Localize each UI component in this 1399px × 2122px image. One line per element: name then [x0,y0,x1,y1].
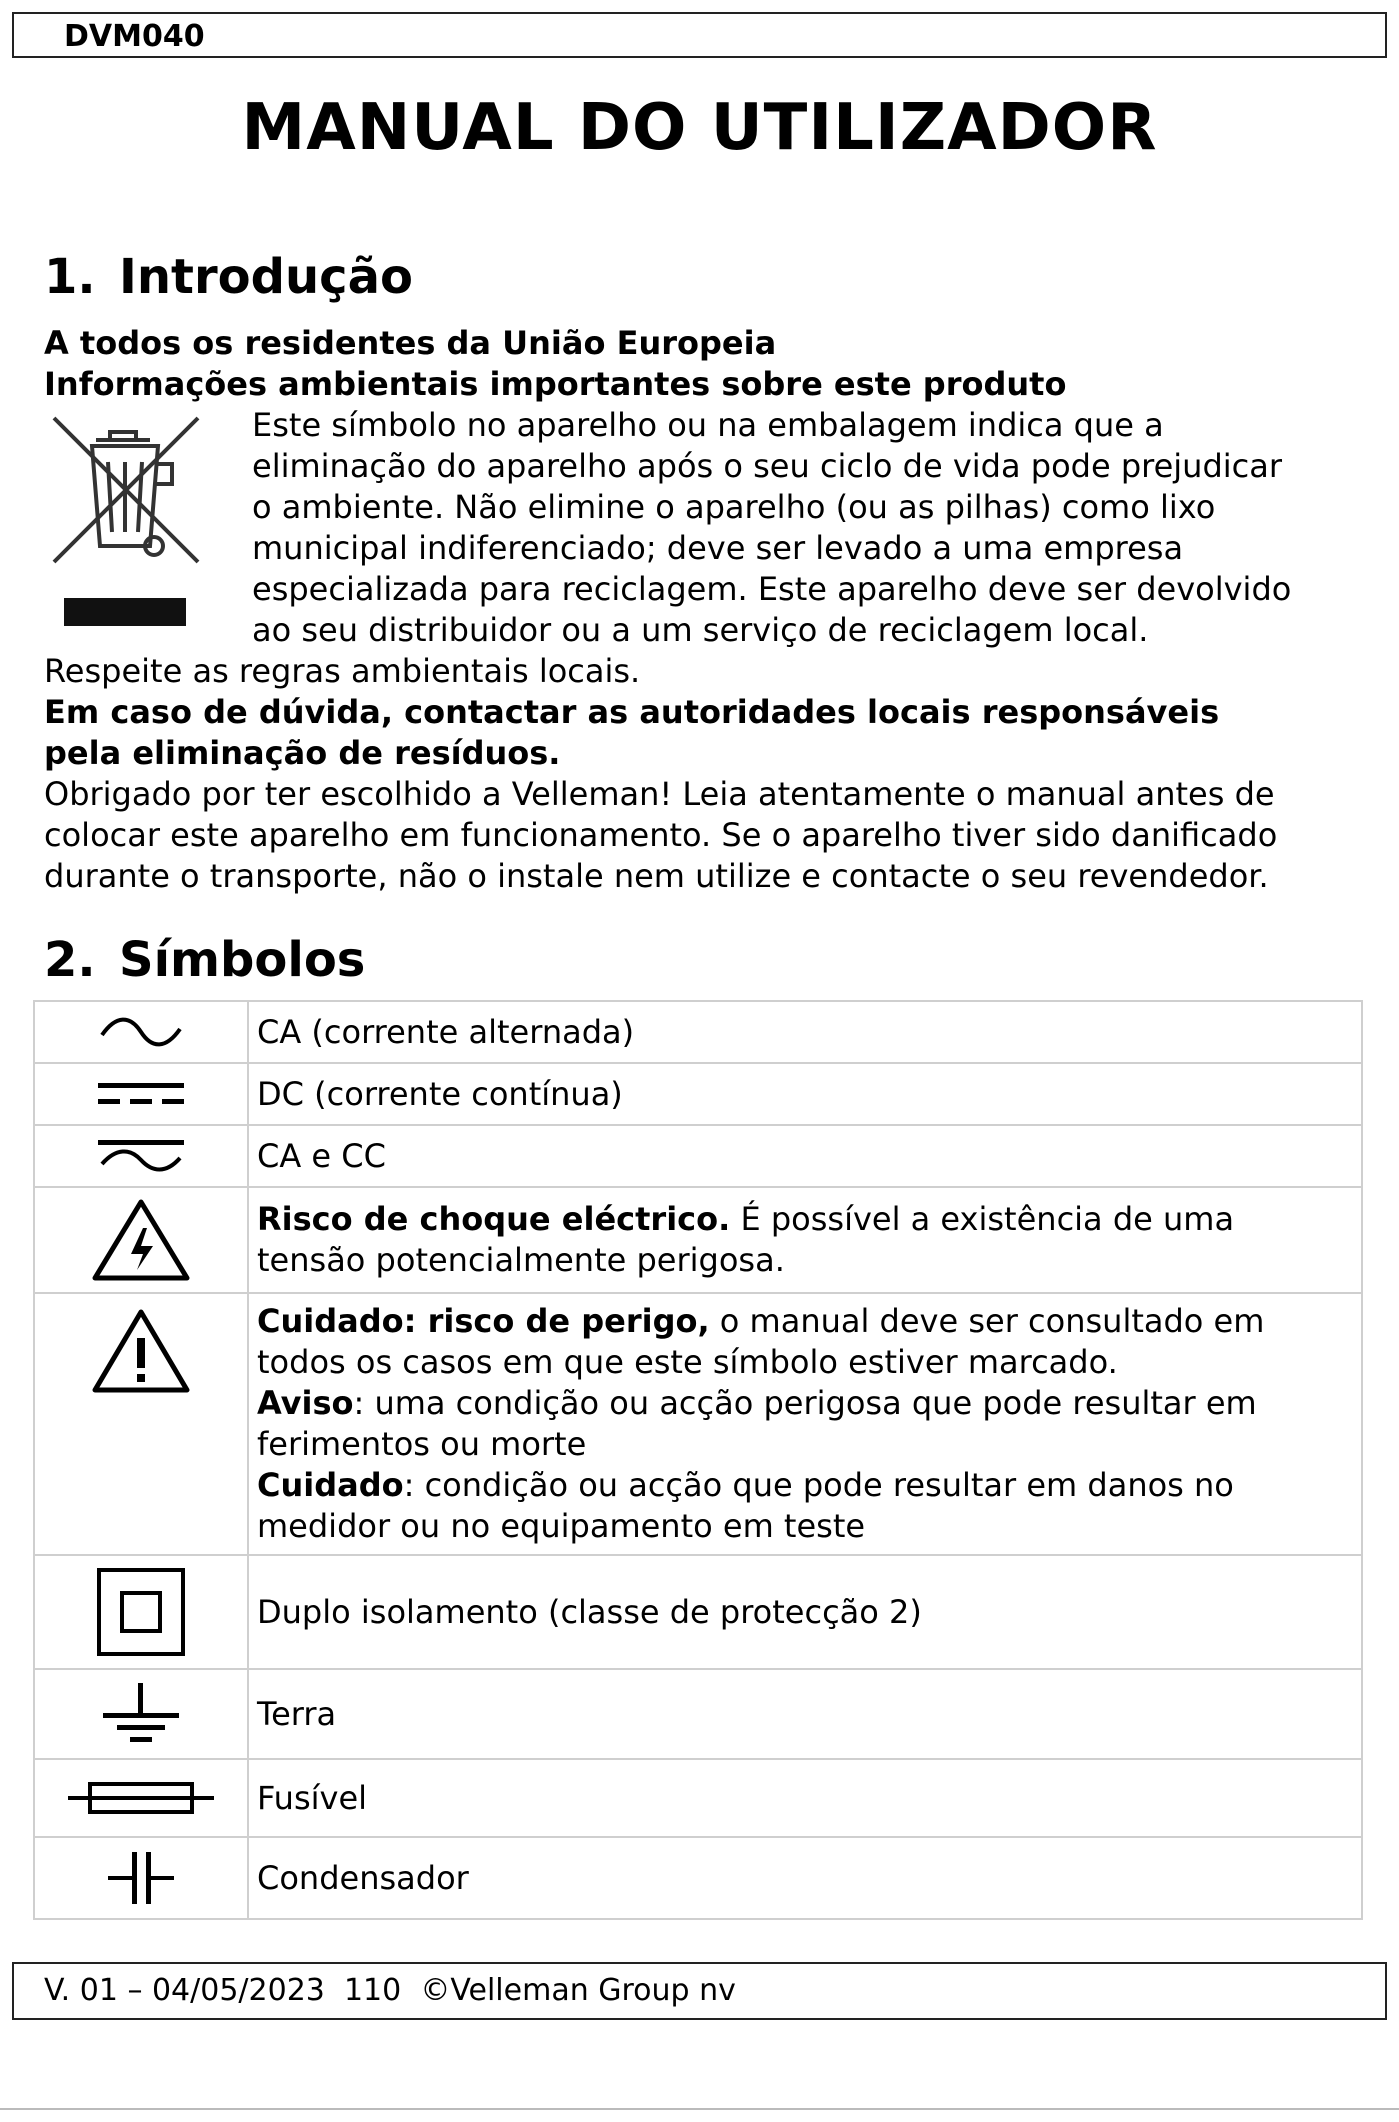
symbol-cell [34,1187,248,1293]
weee-text-line-5: especializada para reciclagem. Este aparelho deve ser devolvido [252,570,1292,608]
crossed-out-wheelie-bin-icon [48,412,206,632]
fuse-icon [66,1778,216,1818]
warning-text-line-2: ferimentos ou morte [257,1425,587,1463]
ac-wave-icon [98,1017,184,1047]
respect-rules-text: Respeite as regras ambientais locais. [44,652,641,690]
weee-text-line-2: eliminação do aparelho após o seu ciclo de vida pode prejudicar [252,447,1282,485]
caution2-text-line-2: medidor ou no equipamento em teste [257,1507,866,1545]
description-cell: CA e CC [248,1125,1362,1187]
symbols-table [33,1000,1363,1920]
caution2-bold-text: Cuidado [257,1466,404,1504]
doubt-text-line-1: Em caso de dúvida, contactar as autoridades locais responsáveis [44,693,1220,731]
weee-text-line-4: municipal indiferenciado; deve ser levado a uma empresa [252,529,1184,567]
ground-icon [99,1681,183,1747]
caution2-text: : condição ou acção que pode resultar em danos no [403,1466,1234,1504]
symbol-cell [34,1555,248,1669]
table-row [34,1555,1362,1669]
electric-shock-warning-icon [91,1198,191,1282]
capacitor-icon [106,1848,176,1908]
symbol-cell [34,1293,248,1555]
copyright: ©Velleman Group nv [420,1973,736,2008]
thanks-text-line-2: colocar este aparelho em funcionamento. Se o aparelho tiver sido danificado [44,816,1278,854]
caution-text-line-2: todos os casos em que este símbolo estiver marcado. [257,1343,1118,1381]
dc-icon [96,1079,186,1109]
symbol-cell [34,1125,248,1187]
symbol-cell [34,1063,248,1125]
section-1-title: Introdução [119,249,413,305]
shock-bold-text: Risco de choque eléctrico. [257,1200,731,1238]
warning-bold-text: Aviso [257,1384,354,1422]
description-cell: Terra [248,1669,1362,1759]
table-row [34,1669,1362,1759]
table-row [34,1759,1362,1837]
table-row [34,1837,1362,1919]
thanks-text-line-1: Obrigado por ter escolhido a Velleman! Leia atentamente o manual antes de [44,775,1275,813]
ac-dc-icon [96,1136,186,1176]
symbol-cell [34,1837,248,1919]
description-cell: CA (corrente alternada) [248,1001,1362,1063]
table-row [34,1001,1362,1063]
symbol-cell [34,1001,248,1063]
shock-text: É possível a existência de uma [730,1200,1235,1238]
weee-text-line-3: o ambiente. Não elimine o aparelho (ou as pilhas) como lixo [252,488,1216,526]
weee-text-line-1: Este símbolo no aparelho ou na embalagem indica que a [252,406,1164,444]
section-2-title: Símbolos [119,932,366,988]
model-code: DVM040 [64,19,205,54]
description-cell: Duplo isolamento (classe de protecção 2) [248,1555,1362,1669]
caution-bold-text: Cuidado: risco de perigo, [257,1302,710,1340]
symbol-cell [34,1669,248,1759]
description-cell [248,1293,1362,1555]
description-cell: Fusível [248,1759,1362,1837]
warning-text: : uma condição ou acção perigosa que pode resultar em [353,1384,1257,1422]
caution-text: o manual deve ser consultado em [709,1302,1265,1340]
shock-text-line-2: tensão potencialmente perigosa. [257,1241,785,1279]
page-bottom-divider [0,2108,1399,2110]
page-title: MANUAL DO UTILIZADOR [241,91,1158,165]
footer [44,1970,736,2012]
caution-warning-icon [91,1308,191,1394]
header-box [12,12,1387,58]
doubt-text-line-2: pela eliminação de resíduos. [44,734,561,772]
table-row [34,1187,1362,1293]
symbol-cell [34,1759,248,1837]
weee-text-line-6: ao seu distribuidor ou a um serviço de reciclagem local. [252,611,1149,649]
section-2-heading [44,930,365,990]
page-number: 110 [343,1973,402,2008]
version-date: V. 01 – 04/05/2023 [44,1973,325,2008]
section-1-number: 1. [44,249,96,305]
eu-residents-subheading: A todos os residentes da União Europeia [44,324,777,362]
table-row [34,1293,1362,1555]
environment-info-subheading: Informações ambientais importantes sobre este produto [44,365,1067,403]
thanks-text-line-3: durante o transporte, não o instale nem utilize e contacte o seu revendedor. [44,857,1269,895]
section-1-heading [44,247,413,307]
section-2-number: 2. [44,932,96,988]
table-row [34,1063,1362,1125]
description-cell [248,1187,1362,1293]
double-insulation-icon [96,1567,186,1657]
description-cell: Condensador [248,1837,1362,1919]
description-cell: DC (corrente contínua) [248,1063,1362,1125]
table-row [34,1125,1362,1187]
